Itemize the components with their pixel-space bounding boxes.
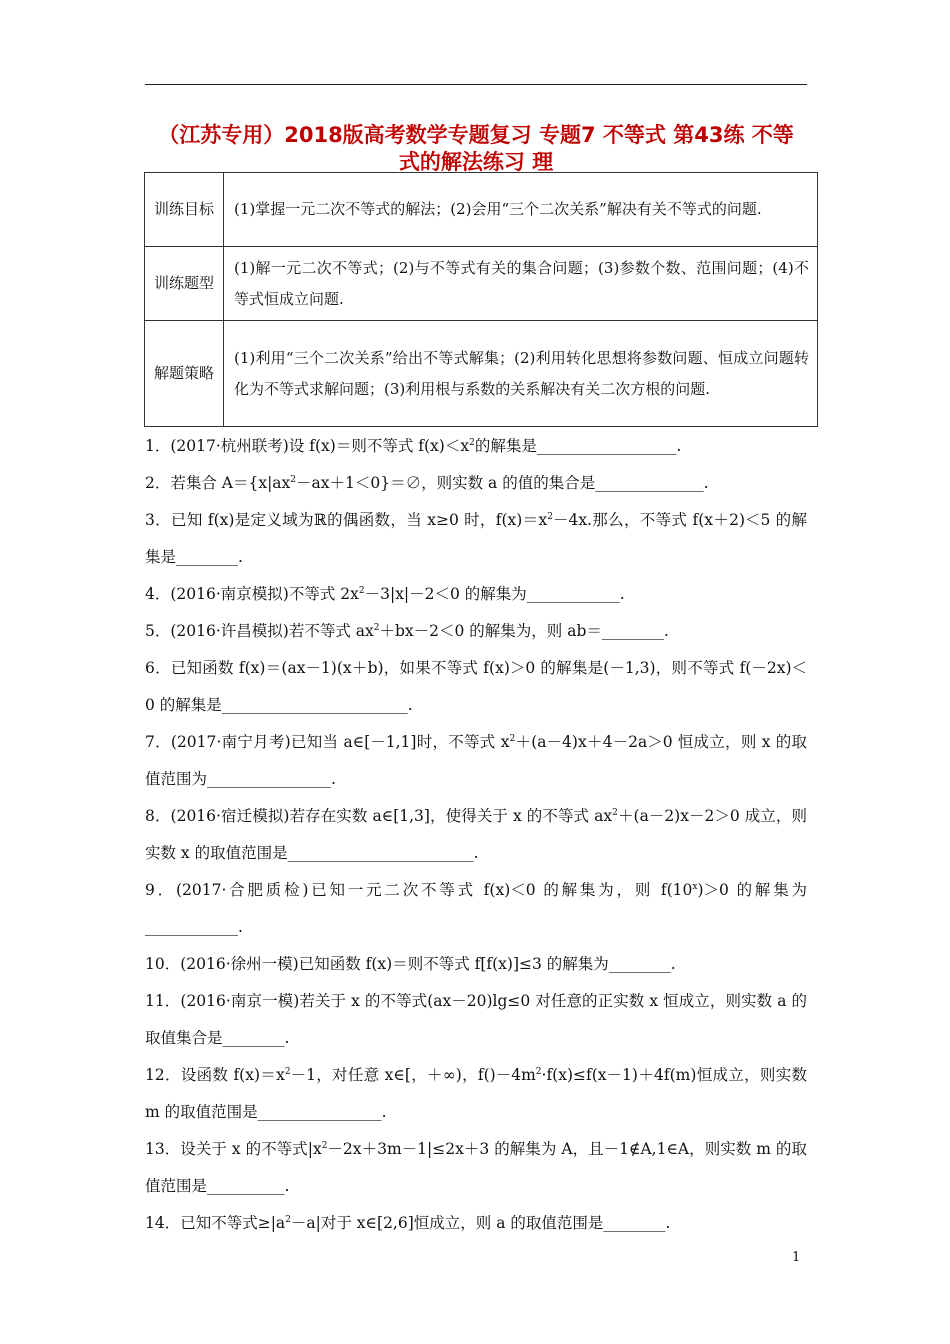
question-5: 5．(2016·许昌模拟)若不等式 $ax^2+bx-2<0$ 的解集为，则 ab＝________. bbox=[145, 622, 669, 640]
question-4: 4．(2016·南京模拟)不等式 $2x^2-3|x|-2<0$ 的解集为____________. bbox=[145, 585, 625, 603]
row-content: (1)解一元二次不等式；(2)与不等式有关的集合问题；(3)参数个数、范围问题；(4)不等式恒成立问题. bbox=[224, 247, 818, 321]
row-content: (1)利用“三个二次关系”给出不等式解集；(2)利用转化思想将参数问题、恒成立问题转化为不等式求解问题；(3)利用根与系数的关系解决有关二次方根的问题. bbox=[224, 321, 818, 427]
question-14: 14．已知不等式$\ge|a^2-a|$对于 x∈[2,6]恒成立，则 a 的取值范围是________. bbox=[145, 1214, 671, 1232]
page-number: 1 bbox=[792, 1250, 801, 1265]
title-line-1: （江苏专用）2018版高考数学专题复习 专题7 不等式 第43练 不等 bbox=[158, 123, 794, 147]
question-1: 1．(2017·杭州联考)设 f(x)＝则不等式 $f(x)<x^2$的解集是__________________. bbox=[145, 437, 682, 455]
question-2: 2．若集合 $A=\{x|ax^2-ax+1<0\}=\emptyset$，则实数 a 的值的集合是______________. bbox=[145, 474, 709, 492]
question-7: 7．(2017·南宁月考)已知当 a∈[－1,1]时，不等式 $x^2+(a-4)x+4-2a>0$ 恒成立，则 x 的取值范围为________________. bbox=[145, 733, 807, 788]
row-label: 训练目标 bbox=[145, 173, 224, 247]
question-9: 9．(2017·合肥质检)已知一元二次不等式 f(x)＜0 的解集为，则 $f(10^x)>0$ 的解集为____________. bbox=[145, 881, 807, 936]
question-11: 11．(2016·南京一模)若关于 x 的不等式(ax－20)lg≤0 对任意的正实数 x 恒成立，则实数 a 的取值集合是________. bbox=[145, 992, 807, 1047]
question-8: 8．(2016·宿迁模拟)若存在实数 a∈[1,3]，使得关于 x 的不等式 $ax^2+(a-2)x-2>0$ 成立，则实数 x 的取值范围是________________________. bbox=[145, 807, 807, 862]
row-label: 解题策略 bbox=[145, 321, 224, 427]
table-row bbox=[145, 247, 818, 321]
document-title bbox=[140, 122, 812, 176]
title-line-2: 式的解法练习 理 bbox=[398, 150, 554, 174]
question-3: 3．已知 f(x)是定义域为ℝ的偶函数，当 x≥0 时，$f(x)=x^2-4x$.那么，不等式 f(x＋2)＜5 的解集是________. bbox=[145, 511, 807, 566]
question-10: 10．(2016·徐州一模)已知函数 f(x)＝则不等式 f[f(x)]≤3 的解集为________. bbox=[145, 955, 676, 973]
row-content: (1)掌握一元二次不等式的解法；(2)会用“三个二次关系”解决有关不等式的问题. bbox=[224, 173, 818, 247]
question-13: 13．设关于 x 的不等式$|x^2-2x+3m-1|\le 2x+3$ 的解集为 A，且－1∉A,1∈A，则实数 m 的取值范围是__________. bbox=[145, 1140, 807, 1195]
question-12: 12．设函数 $f(x)=x^2-1$，对任意 x∈[，＋∞)，$f()-4m^2\cdot f(x)\le f(x-1)+4f(m)$恒成立，则实数 m 的取值范围是________________. bbox=[145, 1066, 808, 1121]
header-rule bbox=[145, 84, 807, 85]
training-info-table bbox=[144, 172, 818, 427]
table-row bbox=[145, 173, 818, 247]
question-6: 6．已知函数 f(x)＝(ax－1)(x＋b)，如果不等式 f(x)＞0 的解集是(－1,3)，则不等式 f(－2x)＜0 的解集是________________________. bbox=[145, 659, 807, 714]
table-row bbox=[145, 321, 818, 427]
question-list bbox=[145, 428, 807, 1242]
row-label: 训练题型 bbox=[145, 247, 224, 321]
